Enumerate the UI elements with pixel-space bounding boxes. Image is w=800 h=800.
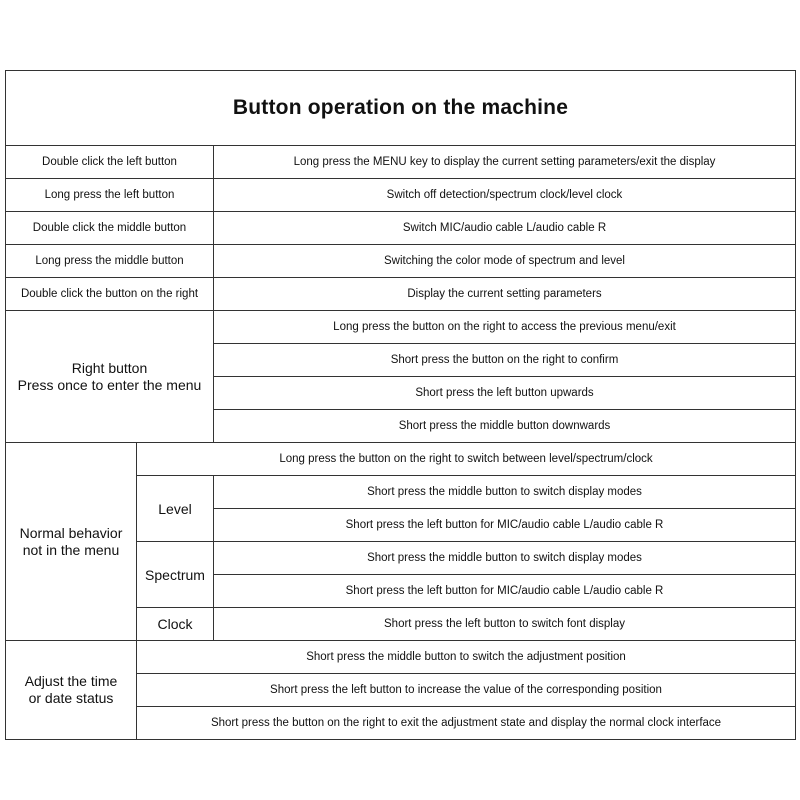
menu-group-label-line1: Right button — [71, 359, 148, 376]
table-row — [6, 146, 796, 179]
table-row — [6, 278, 796, 311]
menu-group-label-line2: Press once to enter the menu — [17, 376, 202, 393]
result-cell: Short press the button on the right to exit the adjustment state and display the normal clock interface — [137, 707, 796, 740]
action-cell: Double click the button on the right — [6, 278, 214, 311]
result-cell: Long press the MENU key to display the current setting parameters/exit the display — [214, 146, 796, 179]
result-cell: Short press the button on the right to confirm — [214, 344, 796, 377]
result-cell: Display the current setting parameters — [214, 278, 796, 311]
table-row — [6, 179, 796, 212]
normal-group-label-line2: not in the menu — [22, 541, 120, 558]
action-cell: Double click the left button — [6, 146, 214, 179]
action-cell: Double click the middle button — [6, 212, 214, 245]
operation-table — [5, 70, 796, 740]
result-cell: Short press the left button for MIC/audio cable L/audio cable R — [214, 575, 796, 608]
level-label: Level — [137, 476, 214, 542]
adjust-group-label-line1: Adjust the time — [24, 673, 118, 689]
adjust-group-label-line2: or date status — [28, 690, 114, 706]
table-row — [6, 212, 796, 245]
result-cell: Long press the button on the right to switch between level/spectrum/clock — [137, 443, 796, 476]
result-cell: Short press the middle button downwards — [214, 410, 796, 443]
normal-group-label — [6, 443, 137, 641]
result-cell: Short press the middle button to switch the adjustment position — [137, 641, 796, 674]
result-cell: Switching the color mode of spectrum and level — [214, 245, 796, 278]
result-cell: Short press the left button upwards — [214, 377, 796, 410]
action-cell: Long press the left button — [6, 179, 214, 212]
table-row — [6, 641, 796, 674]
normal-group-label-line1: Normal behavior — [19, 524, 123, 541]
button-operation-table — [5, 70, 795, 740]
spectrum-label: Spectrum — [137, 542, 214, 608]
result-cell: Short press the middle button to switch display modes — [214, 476, 796, 509]
table-title: Button operation on the machine — [6, 71, 796, 146]
action-cell: Long press the middle button — [6, 245, 214, 278]
menu-group-label — [6, 311, 214, 443]
result-cell: Short press the left button to switch font display — [214, 608, 796, 641]
table-row — [6, 311, 796, 344]
result-cell: Long press the button on the right to access the previous menu/exit — [214, 311, 796, 344]
table-row — [6, 443, 796, 476]
table-row — [6, 245, 796, 278]
result-cell: Switch MIC/audio cable L/audio cable R — [214, 212, 796, 245]
adjust-group-label — [6, 641, 137, 740]
result-cell: Short press the left button for MIC/audio cable L/audio cable R — [214, 509, 796, 542]
result-cell: Short press the left button to increase the value of the corresponding position — [137, 674, 796, 707]
clock-label: Clock — [137, 608, 214, 641]
result-cell: Switch off detection/spectrum clock/level clock — [214, 179, 796, 212]
result-cell: Short press the middle button to switch display modes — [214, 542, 796, 575]
